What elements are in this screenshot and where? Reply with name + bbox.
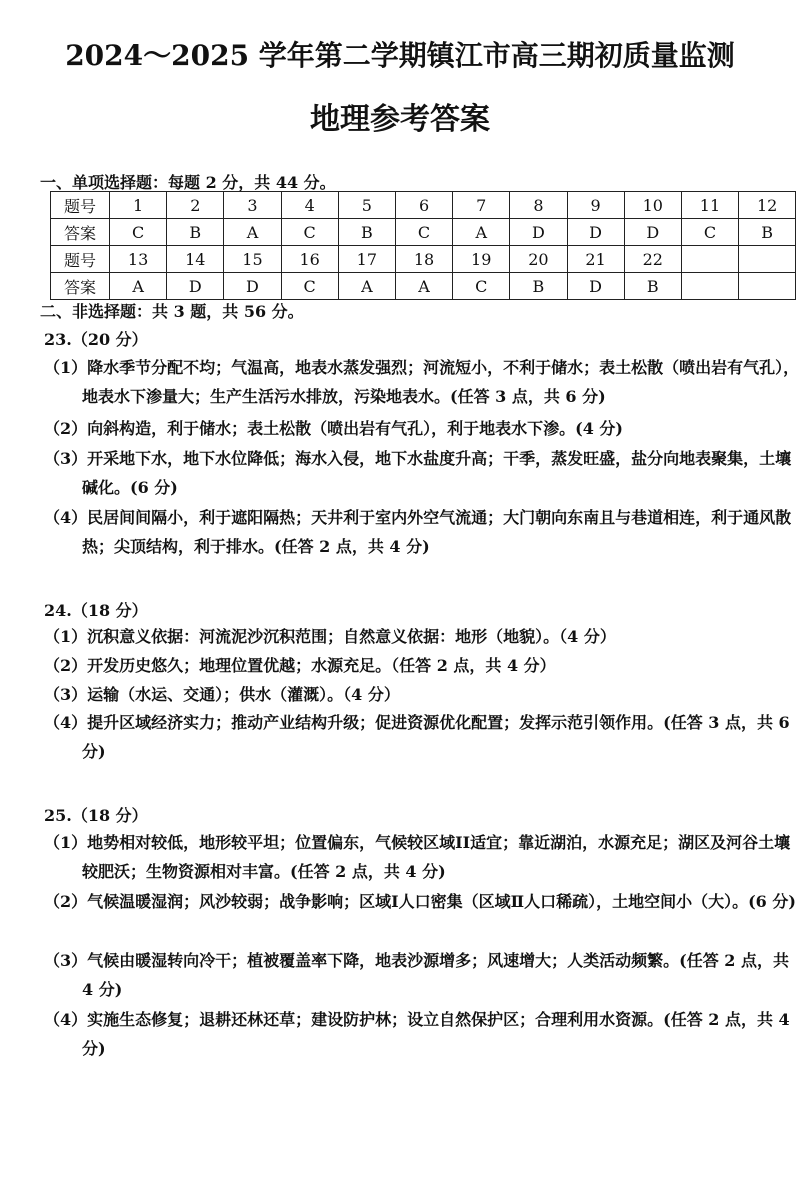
answer-cell: D <box>167 273 224 300</box>
answer-cell: D <box>510 219 567 246</box>
question-number-cell: 8 <box>510 192 567 219</box>
question-number-cell: 13 <box>110 246 167 273</box>
answer-cell: A <box>224 219 281 246</box>
answer-item: （1）沉积意义依据：河流泥沙沉积范围；自然意义依据：地形（地貌）。（4 分） <box>44 627 616 646</box>
answer-cell: A <box>453 219 510 246</box>
table-answer-label: 答案 <box>51 219 110 246</box>
answer-cell: B <box>624 273 681 300</box>
question-number-cell: 10 <box>624 192 681 219</box>
answer-item: （3）运输（水运、交通）；供水（灌溉）。（4 分） <box>44 685 400 704</box>
answer-item: （2）开发历史悠久；地理位置优越；水源充足。（任答 2 点，共 4 分） <box>44 656 556 675</box>
answer-item: （2）气候温暖湿润；风沙较弱；战争影响；区域Ⅰ人口密集（区域Ⅱ人口稀疏），土地空间小（大）。(6 分) <box>44 892 796 911</box>
answer-item: （4）提升区域经济实力；推动产业结构升级；促进资源优化配置；发挥示范引领作用。(任答 3 点，共 6 分) <box>44 713 790 761</box>
answer-item: （2）向斜构造，利于储水；表土松散（喷出岩有气孔），利于地表水下渗。(4 分) <box>44 419 623 438</box>
question-number-cell: 11 <box>681 192 738 219</box>
question-number-cell: 19 <box>453 246 510 273</box>
answer-cell: A <box>338 273 395 300</box>
question-number-cell: 5 <box>338 192 395 219</box>
answer-cell: B <box>338 219 395 246</box>
answer-cell: B <box>167 219 224 246</box>
question-number-cell: 16 <box>281 246 338 273</box>
empty-cell <box>681 273 738 300</box>
question-number-cell: 1 <box>110 192 167 219</box>
answer-cell: A <box>395 273 452 300</box>
table-header-label: 题号 <box>51 246 110 273</box>
answer-item: （3）开采地下水，地下水位降低；海水入侵，地下水盐度升高；干季，蒸发旺盛，盐分向地表聚集，土壤碱化。(6 分) <box>44 449 792 497</box>
question-number-cell: 14 <box>167 246 224 273</box>
table-header-label: 题号 <box>51 192 110 219</box>
answer-item: （4）实施生态修复；退耕还林还草；建设防护林；设立自然保护区；合理利用水资源。(任答 2 点，共 4 分) <box>44 1010 790 1058</box>
empty-cell <box>739 246 796 273</box>
question-24-heading: 24.（18 分） <box>44 601 148 620</box>
answer-cell: A <box>110 273 167 300</box>
answer-cell: D <box>224 273 281 300</box>
table-answer-label: 答案 <box>51 273 110 300</box>
empty-cell <box>739 273 796 300</box>
answer-table <box>50 191 796 300</box>
document-subtitle: 地理参考答案 <box>310 102 490 137</box>
table-row <box>51 219 796 246</box>
table-row <box>51 192 796 219</box>
answer-cell: C <box>453 273 510 300</box>
section-1-heading: 一、单项选择题：每题 2 分，共 44 分。 <box>40 173 336 192</box>
answer-item: （1）地势相对较低，地形较平坦；位置偏东，气候较区域II适宜；靠近湖泊，水源充足；湖区及河谷土壤较肥沃；生物资源相对丰富。(任答 2 点，共 4 分) <box>44 833 791 881</box>
question-number-cell: 17 <box>338 246 395 273</box>
answer-cell: C <box>395 219 452 246</box>
question-23-heading: 23.（20 分） <box>44 330 148 349</box>
answer-item: （1）降水季节分配不均；气温高，地表水蒸发强烈；河流短小，不利于储水；表土松散（喷出岩有气孔），地表水下渗量大；生产生活污水排放，污染地表水。(任答 3 点，共 6 分) <box>44 358 800 406</box>
question-number-cell: 2 <box>167 192 224 219</box>
answer-cell: B <box>510 273 567 300</box>
answer-cell: C <box>281 219 338 246</box>
document-title: 2024～2025 学年第二学期镇江市高三期初质量监测 <box>65 39 735 72</box>
answer-cell: C <box>681 219 738 246</box>
answer-item: （3）气候由暖湿转向冷干；植被覆盖率下降，地表沙源增多；风速增大；人类活动频繁。(任答 2 点，共 4 分) <box>44 951 789 999</box>
question-number-cell: 21 <box>567 246 624 273</box>
question-number-cell: 12 <box>739 192 796 219</box>
table-row <box>51 273 796 300</box>
answer-cell: C <box>110 219 167 246</box>
question-number-cell: 9 <box>567 192 624 219</box>
question-number-cell: 22 <box>624 246 681 273</box>
question-number-cell: 18 <box>395 246 452 273</box>
question-number-cell: 15 <box>224 246 281 273</box>
answer-cell: B <box>739 219 796 246</box>
question-number-cell: 3 <box>224 192 281 219</box>
question-number-cell: 6 <box>395 192 452 219</box>
question-number-cell: 20 <box>510 246 567 273</box>
answer-cell: D <box>567 219 624 246</box>
empty-cell <box>681 246 738 273</box>
answer-cell: D <box>624 219 681 246</box>
table-row <box>51 246 796 273</box>
answer-item: （4）民居间间隔小，利于遮阳隔热；天井利于室内外空气流通；大门朝向东南且与巷道相连，利于通风散热；尖顶结构，利于排水。(任答 2 点，共 4 分) <box>44 508 792 556</box>
question-number-cell: 7 <box>453 192 510 219</box>
answer-cell: C <box>281 273 338 300</box>
answer-cell: D <box>567 273 624 300</box>
question-number-cell: 4 <box>281 192 338 219</box>
section-2-heading: 二、非选择题：共 3 题，共 56 分。 <box>40 302 304 321</box>
question-25-heading: 25.（18 分） <box>44 806 148 825</box>
